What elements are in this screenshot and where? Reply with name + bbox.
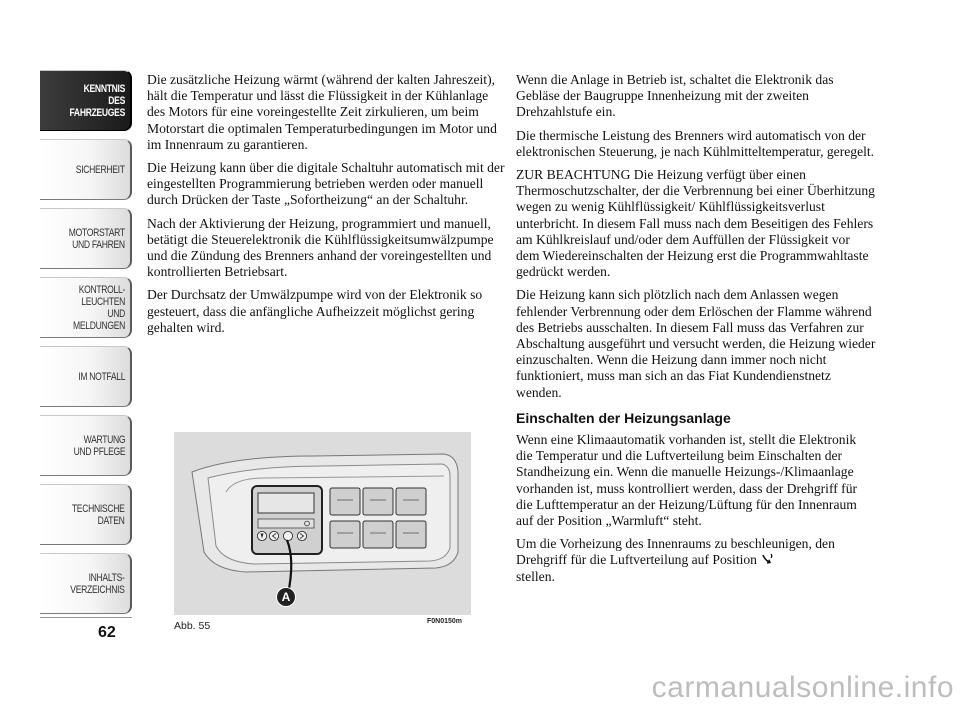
watermark: carmanualsonline.info <box>651 671 954 704</box>
tab-kontrollleuchten-und-meldungen[interactable] <box>40 277 132 338</box>
callout-label: A <box>277 588 295 606</box>
tab-label: IM NOTFALL <box>78 370 125 383</box>
paragraph: Wenn die Anlage in Betrieb ist, schaltet die Elektronik das Gebläse der Baugruppe Innenheizung mit der zweiten Drehzahlstufe ein. <box>516 72 834 120</box>
chapter-tabs <box>40 70 132 622</box>
tab-divider <box>40 617 132 618</box>
paragraph <box>516 536 876 585</box>
paragraph: Die Heizung kann sich plötzlich nach dem Anlassen wegen fehlender Verbrennung oder dem Erlöschen der Flamme während des Betriebs ausschalten. In diesem Fall muss das Verfahren zur Abschaltung ausgeführt und versucht werden, die Heizung wieder einzuschalten. Wenn die Heizung dann immer noch nicht funktioniert, muss man sich an das Fiat Kundendienstnetz wenden. <box>516 287 876 400</box>
tab-label: TECHNISCHE DATEN <box>72 502 125 527</box>
paragraph-text: stellen. <box>516 568 555 584</box>
callout-a <box>276 587 296 607</box>
section-heading: Einschalten der Heizungsanlage <box>516 409 731 426</box>
paragraph-text: Um die Vorheizung des Innenraums zu beschleunigen, den Drehgriff für die Luftverteilung auf Position <box>516 536 835 568</box>
air-flow-feet-icon <box>760 553 774 565</box>
tab-label: INHALTS- VERZEICHNIS <box>70 571 125 596</box>
paragraph: ZUR BEACHTUNG Die Heizung verfügt über einen Thermoschutzschalter, der die Verbrennung bei einer Überhitzung wegen zu wenig Kühlflüssigkeit/ Kühlflüssigkeitsverlust unterbricht. In diesem Fall muss nach dem Beseitigen des Fehlers am Kühlkreislauf und/oder dem Auffüllen der Flüssigkeit vor dem Wiedereinschalten der Heizung erst die Programmwahltaste gedrückt werden. <box>516 167 875 280</box>
tab-kenntnis-des-fahrzeuges[interactable] <box>40 70 132 131</box>
text-column-right <box>516 72 876 592</box>
tab-label: KENNTNIS DES FAHRZEUGES <box>69 82 125 119</box>
figure-heater-control-panel <box>174 432 471 615</box>
page-number: 62 <box>98 624 116 641</box>
tab-label: KONTROLL- LEUCHTEN UND MELDUNGEN <box>72 283 125 332</box>
text-column-left <box>147 72 505 343</box>
paragraph: Wenn eine Klimaautomatik vorhanden ist, stellt die Elektronik die Temperatur und die Luftverteilung beim Einschalten der Standheizung ein. Wenn die manuelle Heizungs-/Klimaanlage vorhanden ist, muss kontrolliert werden, dass der Drehgriff für die Lufttemperatur an der Heizung/Lüftung für den Innenraum auf der Position „Warmluft“ steht. <box>516 432 858 529</box>
tab-label: MOTORSTART UND FAHREN <box>69 226 125 251</box>
paragraph: Der Durchsatz der Umwälzpumpe wird von der Elektronik so gesteuert, dass die anfängliche Aufheizzeit möglichst gering gehalten wird. <box>147 287 483 335</box>
paragraph: Nach der Aktivierung der Heizung, programmiert und manuell, betätigt die Steuerelektronik die Kühlflüssigkeitsumwälzpumpe und die Zündung des Brenners anhand der voreingestellten und kontrollierten Betriebsart. <box>147 215 494 280</box>
figure-code: F0N0150m <box>427 618 463 625</box>
tab-sicherheit[interactable] <box>40 139 132 200</box>
tab-label: SICHERHEIT <box>76 163 125 176</box>
tab-inhaltsverzeichnis[interactable] <box>40 553 132 614</box>
paragraph: Die thermische Leistung des Brenners wird automatisch von der elektronischen Steuerung, je nach Kühlmitteltemperatur, geregelt. <box>516 127 875 159</box>
figure-caption: Abb. 55 <box>174 620 211 632</box>
tab-wartung-und-pflege[interactable] <box>40 415 132 476</box>
tab-label: WARTUNG UND PFLEGE <box>73 433 125 458</box>
dashboard-illustration <box>174 432 471 615</box>
paragraph: Die Heizung kann über die digitale Schaltuhr automatisch mit der eingestellten Programmierung betrieben werden oder manuell durch Drücken der Taste „Sofortheizung“ an der Schaltuhr. <box>147 160 505 208</box>
tab-im-notfall[interactable] <box>40 346 132 407</box>
paragraph: Die zusätzliche Heizung wärmt (während der kalten Jahreszeit), hält die Temperatur und lässt die Flüssigkeit in der Kühlanlage des Motors für eine voreingestellte Zeit zirkulieren, um beim Motorstart die optimalen Temperaturbedingungen im Motor und im Innenraum zu garantieren. <box>147 72 497 152</box>
tab-motorstart-und-fahren[interactable] <box>40 208 132 269</box>
tab-technische-daten[interactable] <box>40 484 132 545</box>
